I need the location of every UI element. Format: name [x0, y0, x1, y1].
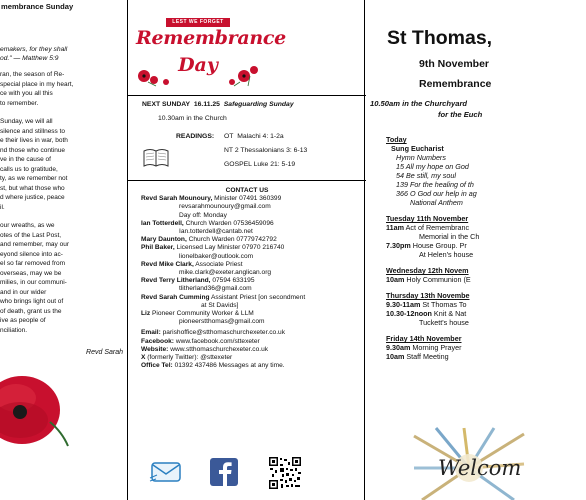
text-line: milies, in our communi-	[0, 279, 67, 286]
text-line: ran, the season of Re-	[0, 71, 65, 78]
event-line: Tuckett's house	[419, 318, 469, 327]
day-heading: Friday 14th November	[386, 334, 462, 343]
contact-email[interactable]: revsarahmounoury@gmail.com	[179, 203, 271, 211]
contact-email[interactable]: Ian.totterdell@cantab.net	[179, 228, 253, 236]
weekly-schedule	[386, 135, 586, 361]
event-line: 9.30-11am St Thomas To	[386, 300, 467, 309]
scripture-verse	[0, 45, 130, 63]
next-sunday-time: 10.30am in the Church	[158, 115, 227, 122]
lest-we-forget-ribbon: LEST WE FORGET	[166, 18, 230, 27]
text-line: d where justice, peace	[0, 194, 65, 201]
office-tel: Office Tel: 01392 437486 Messages at any time.	[141, 362, 285, 370]
contact-email[interactable]: tlitherland36@gmail.com	[179, 285, 252, 293]
verse-line: emakers, for they shall	[0, 46, 68, 53]
readings-label: READINGS:	[176, 133, 215, 140]
text-line: ve in the cause of	[0, 156, 51, 163]
text-line: of death, grant us the	[0, 307, 62, 315]
contact-list	[141, 187, 363, 370]
link-facebook[interactable]: Facebook: www.facebook.com/sttexeter	[141, 337, 260, 345]
middle-panel	[127, 0, 365, 500]
contact-row: Revd Sarah Mounoury, Minister 07491 360399	[141, 195, 282, 203]
contact-row: Liz Pioneer Community Worker & LLM	[141, 310, 254, 318]
event-line: 10am Holy Communion (E	[386, 275, 471, 284]
contact-row: Phil Baker, Licensed Lay Minister 07970 216740	[141, 244, 285, 252]
contact-row: Mary Daunton, Church Warden 07779742792	[141, 236, 277, 244]
text-line: and remember, may our	[0, 241, 70, 248]
text-line: who brings light out of	[0, 298, 64, 305]
left-title: membrance Sunday	[1, 2, 74, 11]
next-sunday-name: Safeguarding Sunday	[223, 101, 294, 108]
poppy-icon	[0, 372, 72, 452]
contact-email[interactable]: lionelbaker@outlook.com	[179, 252, 254, 260]
bible-icon	[142, 147, 170, 169]
occasion-heading: Remembrance	[419, 78, 492, 90]
text-line: to remember.	[0, 99, 39, 107]
text-line: il.	[0, 203, 5, 211]
event-line: Memorial in the Ch	[419, 232, 480, 241]
ot-label: OT	[224, 133, 234, 140]
text-line: ce with you all this	[0, 90, 53, 97]
event-line: 10.30-12noon Knit & Nat	[386, 309, 467, 318]
welcome-text: Welcom	[438, 456, 522, 480]
event-line: 11am Act of Remembranc	[386, 223, 470, 232]
text-line: eyond silence into ac-	[0, 250, 63, 258]
contact-row: Revd Mike Clark, Associate Priest	[141, 260, 243, 268]
text-line: our wreaths, as we	[0, 222, 55, 229]
text-line: overseas, may we be	[0, 269, 62, 277]
hymn: 366 O God our help in ag	[396, 189, 477, 198]
event-line: At Helen's house	[419, 250, 474, 259]
paragraph	[0, 221, 130, 335]
paragraph	[0, 70, 130, 108]
left-panel	[0, 0, 127, 500]
email-icon[interactable]	[148, 460, 186, 484]
contact-email[interactable]: pioneerstthomas@gmail.com	[179, 318, 265, 326]
text-line: otes of the Last Post,	[0, 231, 62, 239]
text-line: e their lives in war, both	[0, 137, 68, 144]
event-line: 9.30am Morning Prayer	[386, 343, 462, 352]
text-line: silence and stillness to	[0, 127, 66, 135]
divider	[128, 180, 366, 181]
day-heading: Today	[386, 135, 407, 144]
contact-icons	[128, 456, 366, 496]
service-note: 10.50am in the Churchyard	[370, 99, 468, 108]
letter-body	[0, 70, 130, 335]
facebook-icon[interactable]	[204, 456, 244, 488]
text-line: special place in my heart,	[0, 80, 74, 88]
contact-detail: at St Davids]	[201, 301, 239, 309]
text-line: nd those who continue	[0, 146, 66, 154]
divider	[128, 95, 366, 96]
contact-row: Revd Terry Litherland, 07594 633195	[141, 277, 255, 285]
text-line: st, but what those who	[0, 184, 65, 192]
day-heading: Wednesday 12th Novem	[386, 266, 469, 275]
welcome-graphic	[414, 428, 524, 500]
contact-row: Ian Totterdell, Church Warden 07536459096	[141, 219, 274, 227]
right-panel	[366, 0, 522, 500]
reading-nt: NT 2 Thessalonians 3: 6-13	[224, 147, 308, 154]
link-x[interactable]: X (formerly Twitter): @sttexeter	[141, 354, 233, 362]
contact-heading: CONTACT US	[225, 187, 269, 194]
banner-word-remembrance: Remembrance	[136, 27, 286, 49]
day-heading: Thursday 13th Novembe	[386, 291, 470, 300]
service-name: Sung Eucharist	[391, 144, 444, 153]
text-line: and in our wider	[0, 288, 47, 296]
date-heading: 9th November	[419, 58, 490, 70]
event-line: 7.30pm House Group. Pr	[386, 241, 467, 250]
hymn: 54 Be still, my soul	[396, 171, 456, 180]
link-website[interactable]: Website: www.stthomaschurchexeter.co.uk	[141, 345, 269, 353]
banner-word-day: Day	[178, 54, 218, 76]
reading-gospel: GOSPEL Luke 21: 5-19	[224, 161, 296, 168]
signature: Revd Sarah	[86, 349, 123, 356]
contact-row: Revd Sarah Cumming Assistant Priest [on secondment	[141, 293, 306, 301]
text-line: Sunday, we will all	[0, 118, 53, 125]
next-sunday-date: 16.11.25	[193, 101, 220, 108]
anthem: National Anthem	[410, 198, 463, 207]
text-line: nciliation.	[0, 326, 28, 334]
verse-line: od." — Matthew 5:9	[0, 55, 59, 62]
hymns-label: Hymn Numbers	[396, 153, 446, 162]
contact-email[interactable]: mike.clark@exeter.anglican.org	[179, 269, 272, 277]
text-line: ive as people of	[0, 317, 46, 324]
next-sunday-label: NEXT SUNDAY	[142, 101, 191, 108]
church-title: St Thomas,	[387, 27, 493, 49]
hymn: 15 All my hope on God	[396, 162, 469, 171]
paragraph	[0, 117, 130, 212]
link-email[interactable]: Email: parishoffice@stthomaschurchexeter.co.uk	[141, 329, 286, 337]
qr-code-icon[interactable]	[268, 456, 302, 490]
service-note: for the Euch	[438, 110, 483, 119]
hymn: 139 For the healing of th	[396, 180, 474, 189]
reading-ot: Malachi 4: 1-2a	[237, 133, 284, 140]
text-line: ty, as we remember not	[0, 175, 68, 182]
text-line: calls us to gratitude,	[0, 165, 58, 173]
contact-detail: Day off: Monday	[179, 211, 227, 219]
text-line: el so far removed from	[0, 260, 66, 267]
event-line: 10am Staff Meeting	[386, 352, 449, 361]
next-sunday-line	[142, 101, 294, 108]
remembrance-banner	[136, 18, 286, 88]
day-heading: Tuesday 11th November	[386, 214, 469, 223]
